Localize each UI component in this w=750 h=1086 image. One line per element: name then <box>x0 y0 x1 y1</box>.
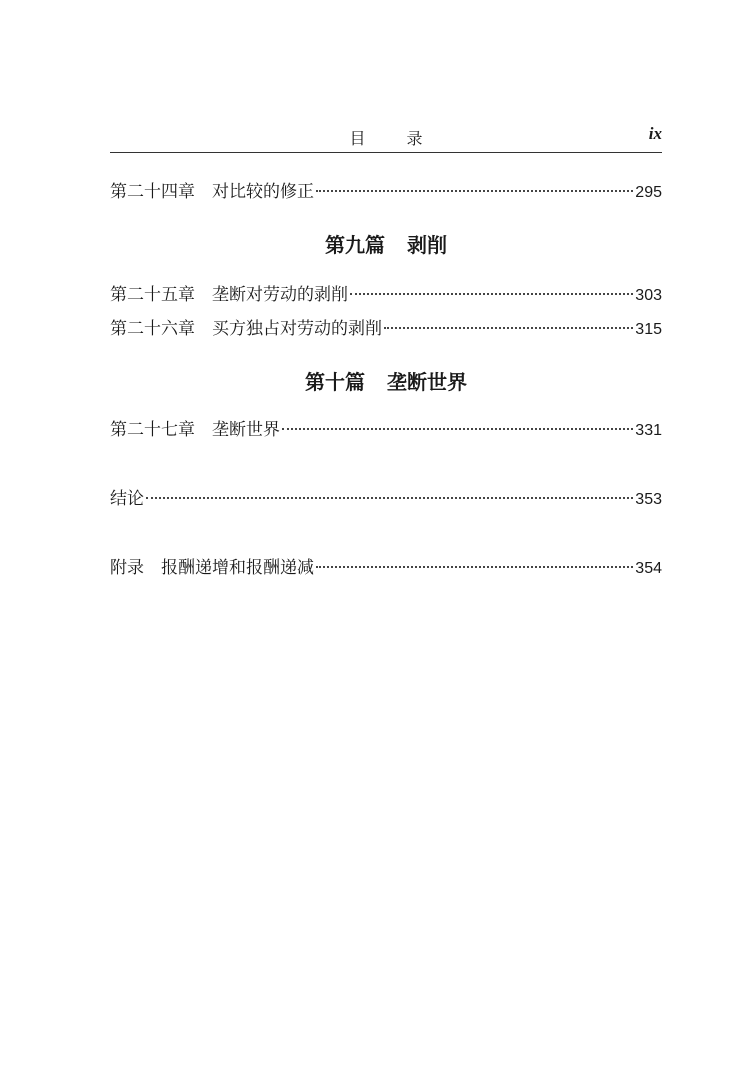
toc-page-number: 331 <box>635 422 662 439</box>
toc-page-number: 353 <box>635 491 662 508</box>
dot-leader <box>316 566 633 568</box>
toc-chapter-number: 第二十七章 <box>110 420 195 440</box>
toc-entry-chapter-24[interactable] <box>110 177 662 201</box>
toc-entry-conclusion[interactable] <box>110 484 662 508</box>
toc-entry-chapter-25[interactable] <box>110 280 662 304</box>
part-heading-10 <box>110 366 662 395</box>
toc-page-number: 315 <box>635 321 662 338</box>
toc-chapter-number: 结论 <box>110 489 144 509</box>
toc-chapter-number: 第二十四章 <box>110 182 195 202</box>
dot-leader <box>146 497 633 499</box>
header-title: 目 录 <box>349 129 441 148</box>
toc-page-number: 295 <box>635 184 662 201</box>
toc-chapter-title: 垄断世界 <box>212 420 280 440</box>
part-title: 剥削 <box>407 233 447 257</box>
part-title: 垄断世界 <box>387 370 467 394</box>
toc-chapter-number: 第二十五章 <box>110 285 195 305</box>
toc-chapter-title: 报酬递增和报酬递减 <box>161 558 314 578</box>
toc-chapter-number: 附录 <box>110 558 144 578</box>
dot-leader <box>350 293 633 295</box>
part-number: 第十篇 <box>305 370 365 394</box>
part-number: 第九篇 <box>325 233 385 257</box>
part-heading-9 <box>110 229 662 258</box>
toc-page-number: 303 <box>635 287 662 304</box>
toc-entry-appendix[interactable] <box>110 553 662 577</box>
toc-entry-chapter-27[interactable] <box>110 415 662 439</box>
header-rule <box>110 152 662 153</box>
toc-entry-chapter-26[interactable] <box>110 314 662 338</box>
dot-leader <box>316 190 633 192</box>
toc-chapter-title: 对比较的修正 <box>212 182 314 202</box>
dot-leader <box>384 327 633 329</box>
header-page-number: ix <box>648 124 662 143</box>
toc-page-number: 354 <box>635 560 662 577</box>
dot-leader <box>282 428 633 430</box>
running-header <box>110 122 662 152</box>
toc-chapter-title: 垄断对劳动的剥削 <box>212 285 348 305</box>
toc-chapter-title: 买方独占对劳动的剥削 <box>212 319 382 339</box>
toc-chapter-number: 第二十六章 <box>110 319 195 339</box>
